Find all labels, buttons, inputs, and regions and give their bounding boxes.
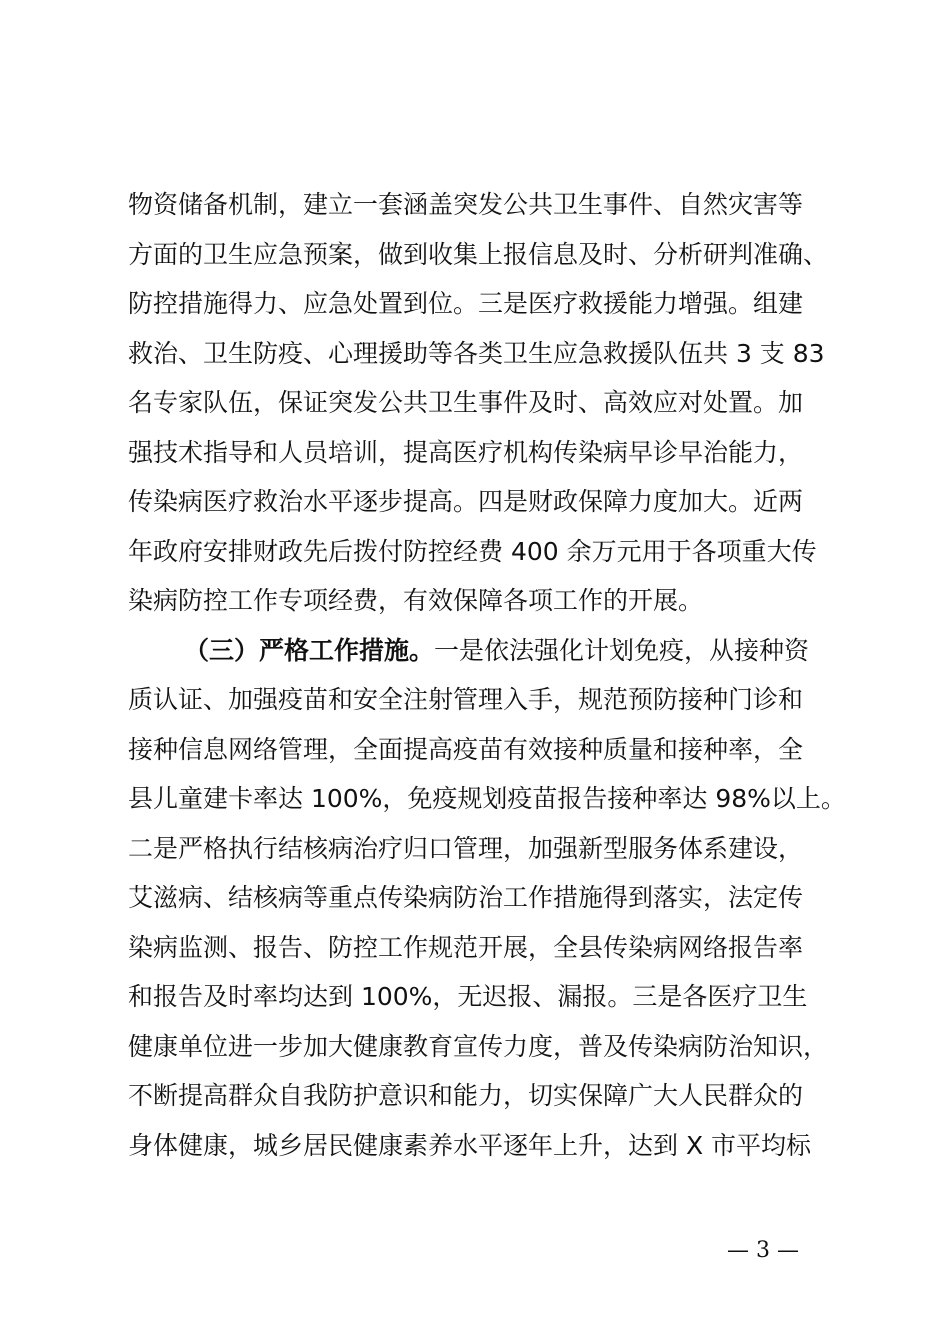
body-text — [128, 180, 846, 1170]
text-line: 方面的卫生应急预案，做到收集上报信息及时、分析研判准确、 — [128, 239, 829, 269]
page-number: — 3 — — [727, 1238, 799, 1263]
text-line: 物资储备机制，建立一套涵盖突发公共卫生事件、自然灾害等 — [128, 190, 804, 219]
text-line: 救治、卫生防疫、心理援助等各类卫生应急救援队伍共 3 支 83 — [128, 338, 825, 368]
text-line: 不断提高群众自我防护意识和能力，切实保障广大人民群众的 — [128, 1081, 804, 1110]
text-line: 防控措施得力、应急处置到位。三是医疗救援能力增强。组建 — [128, 289, 804, 318]
text-line: 身体健康，城乡居民健康素养水平逐年上升，达到 X 市平均标 — [128, 1130, 812, 1160]
section-first-line — [128, 626, 833, 676]
text-line: 接种信息网络管理，全面提高疫苗有效接种质量和接种率，全 — [128, 734, 804, 764]
text-line: 强技术指导和人员培训，提高医疗机构传染病早诊早治能力， — [128, 437, 804, 467]
text-line: 质认证、加强疫苗和安全注射管理入手，规范预防接种门诊和 — [128, 685, 804, 714]
text-line: 县儿童建卡率达 100%，免疫规划疫苗报告接种率达 98%以上。 — [128, 784, 846, 813]
text-line: 健康单位进一步加大健康教育宣传力度，普及传染病防治知识， — [128, 1031, 829, 1061]
text-line: 名专家队伍，保证突发公共卫生事件及时、高效应对处置。加 — [128, 388, 804, 417]
text-line: 二是严格执行结核病治疗归口管理，加强新型服务体系建设， — [128, 833, 804, 863]
section-first-line-text: 一是依法强化计划免疫，从接种资 — [434, 635, 810, 665]
text-line: 艾滋病、结核病等重点传染病防治工作措施得到落实，法定传 — [128, 883, 804, 912]
text-line: 和报告及时率均达到 100%，无迟报、漏报。三是各医疗卫生 — [128, 982, 808, 1011]
section-heading: （三）严格工作措施。 — [184, 635, 435, 665]
text-line: 传染病医疗救治水平逐步提高。四是财政保障力度加大。近两 — [128, 487, 804, 516]
text-line: 染病监测、报告、防控工作规范开展，全县传染病网络报告率 — [128, 932, 804, 962]
text-line: 染病防控工作专项经费，有效保障各项工作的开展。 — [128, 586, 704, 615]
text-line: 年政府安排财政先后拨付防控经费 400 余万元用于各项重大传 — [128, 536, 817, 566]
